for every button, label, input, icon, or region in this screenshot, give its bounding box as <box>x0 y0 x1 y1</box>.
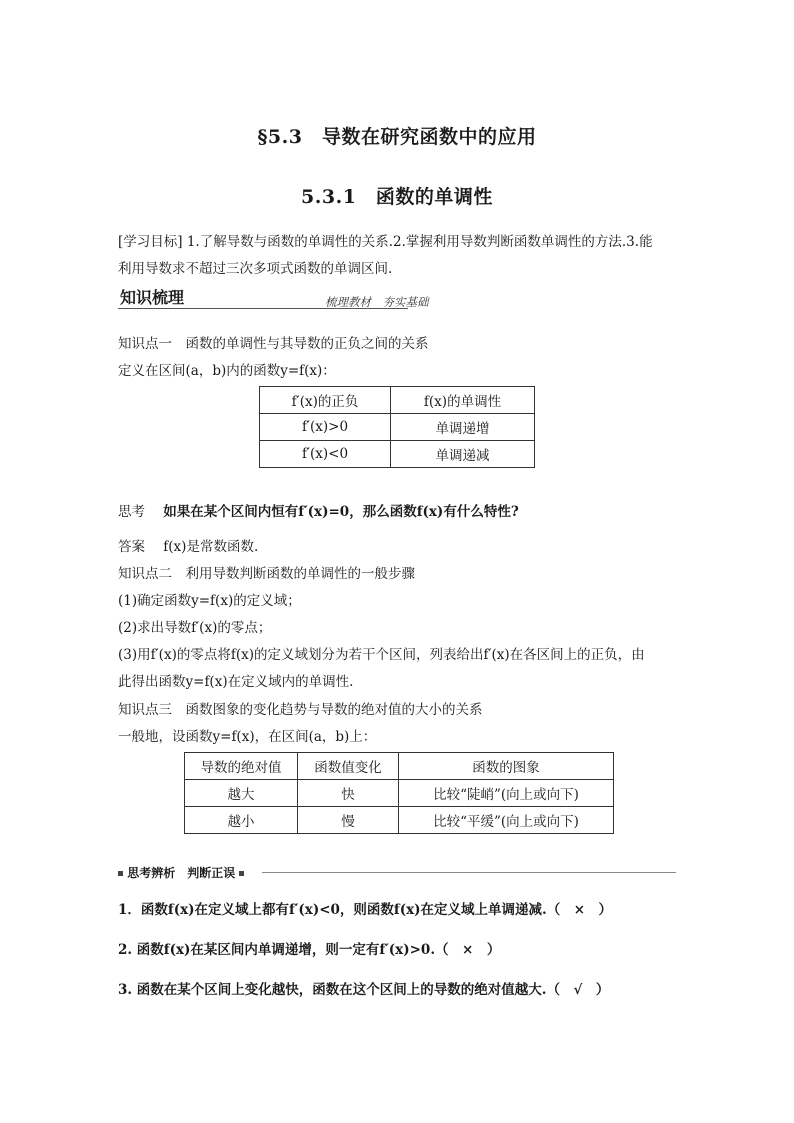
kp1-heading: 知识点一 函数的单调性与其导数的正负之间的关系 <box>118 336 429 352</box>
table-cell: 函数的图象 <box>399 753 614 780</box>
table-cell: 导数的绝对值 <box>185 753 298 780</box>
think-question: 如果在某个区间内恒有f′(x)=0，那么函数f(x)有什么特性? <box>163 504 519 520</box>
kp3-table <box>184 752 614 834</box>
kp2-step3-line1: (3)用f′(x)的零点将f(x)的定义域划分为若干个区间，列表给出f′(x)在各区间上的正负，由 <box>118 647 645 663</box>
answer-label: 答案 <box>118 539 145 555</box>
learning-objectives <box>118 232 688 279</box>
kp2-step3-line2: 此得出函数y=f(x)在定义域内的单调性. <box>118 674 354 690</box>
judge-banner-text: 思考辨析 判断正误 <box>127 866 236 880</box>
chapter-title: §5.3 导数在研究函数中的应用 <box>257 126 537 148</box>
table-row <box>185 807 614 834</box>
objectives-line1: 1.了解导数与函数的单调性的关系.2.掌握利用导数判断函数单调性的方法.3.能 <box>186 234 653 250</box>
banner-subtitle: 梳理教材 夯实基础 <box>325 295 429 309</box>
objectives-line2: 利用导数求不超过三次多项式函数的单调区间. <box>118 261 393 277</box>
table-cell: f′(x)>0 <box>260 414 391 441</box>
table-cell: 比较“陡峭”(向上或向下) <box>399 780 614 807</box>
kp3-heading: 知识点三 函数图象的变化趋势与导数的绝对值的大小的关系 <box>118 702 483 718</box>
answer-block <box>118 537 258 557</box>
table-cell: f′(x)的正负 <box>260 387 391 414</box>
table-cell: 快 <box>298 780 399 807</box>
kp1-table <box>259 386 535 468</box>
kp2-heading: 知识点二 利用导数判断函数的单调性的一般步骤 <box>118 566 415 582</box>
objectives-label: [学习目标] <box>118 234 183 250</box>
table-cell: 函数值变化 <box>298 753 399 780</box>
table-cell: 越大 <box>185 780 298 807</box>
table-cell: f′(x)<0 <box>260 441 391 468</box>
table-cell: 单调递增 <box>391 414 535 441</box>
judge-divider <box>262 872 676 873</box>
table-cell: 越小 <box>185 807 298 834</box>
table-cell: 比较“平缓”(向上或向下) <box>399 807 614 834</box>
section-title: 5.3.1 函数的单调性 <box>301 186 493 208</box>
table-cell: 单调递减 <box>391 441 535 468</box>
kp2-step2: (2)求出导数f′(x)的零点； <box>118 620 272 636</box>
table-cell: f(x)的单调性 <box>391 387 535 414</box>
think-block <box>118 502 519 522</box>
table-row <box>185 753 614 780</box>
kp2-step1: (1)确定函数y=f(x)的定义域； <box>118 593 301 609</box>
table-row <box>260 441 535 468</box>
judge-banner <box>118 864 244 881</box>
table-row <box>260 387 535 414</box>
banner-title: 知识梳理 <box>120 288 185 307</box>
table-row <box>185 780 614 807</box>
judge-q1: 1．函数f(x)在定义域上都有f′(x)<0，则函数f(x)在定义域上单调递减.（ × ） <box>118 902 613 918</box>
think-label: 思考 <box>118 504 145 520</box>
kp1-intro: 定义在区间(a，b)内的函数y=f(x)： <box>118 363 336 379</box>
square-bullet-icon <box>239 871 244 876</box>
square-bullet-icon <box>118 871 123 876</box>
table-cell: 慢 <box>298 807 399 834</box>
kp3-intro: 一般地，设函数y=f(x)，在区间(a，b)上： <box>118 729 377 745</box>
judge-q2: 2. 函数f(x)在某区间内单调递增，则一定有f′(x)>0.（ × ） <box>118 942 501 958</box>
answer-text: f(x)是常数函数. <box>163 539 259 555</box>
table-row <box>260 414 535 441</box>
judge-q3: 3. 函数在某个区间上变化越快，函数在这个区间上的导数的绝对值越大.（ √ ） <box>118 982 610 998</box>
